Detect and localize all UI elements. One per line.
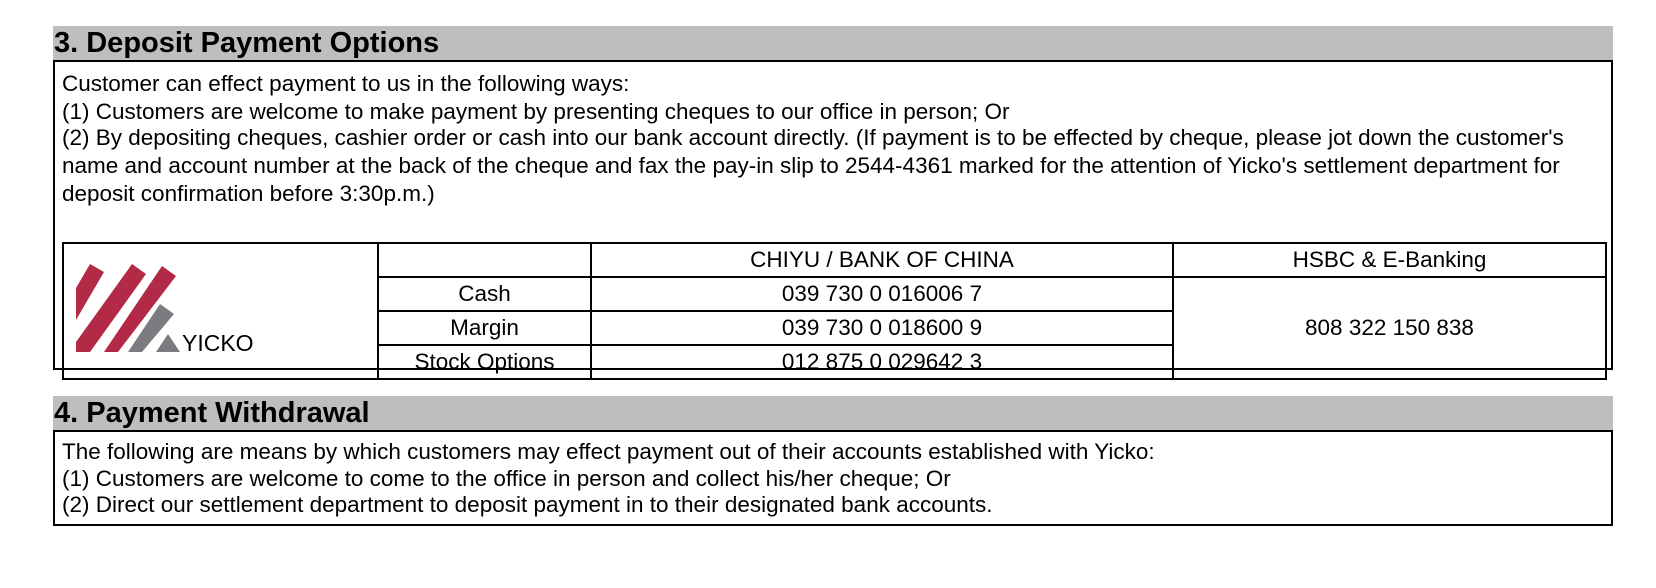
withdrawal-option-1-text: (1) Customers are welcome to come to the office in person and collect his/her cheque; Or xyxy=(62,466,951,491)
yicko-logo-icon xyxy=(76,262,186,352)
cash-chiyu-account: 039 730 0 016006 7 xyxy=(591,277,1173,311)
deposit-section-body xyxy=(53,60,1613,374)
bank-account-table xyxy=(62,242,1607,380)
withdrawal-intro-text: The following are means by which customers may effect payment out of their accounts established with Yicko: xyxy=(62,439,1155,464)
withdrawal-section-body xyxy=(53,430,1613,526)
deposit-section-title: 3. Deposit Payment Options xyxy=(53,26,1613,60)
stock-options-chiyu-account: 012 875 0 029642 3 xyxy=(591,345,1173,379)
row-label-stock-options: Stock Options xyxy=(378,345,591,379)
header-hsbc: HSBC & E-Banking xyxy=(1173,243,1606,277)
yicko-logo-cell xyxy=(63,243,378,379)
margin-chiyu-account: 039 730 0 018600 9 xyxy=(591,311,1173,345)
row-label-cash: Cash xyxy=(378,277,591,311)
deposit-option-2-text: (2) By depositing cheques, cashier order or cash into our bank account directly. (If payment is to be effected by cheque, please jot down the customer's name and account number at the back of the cheque and fax the pay-in slip to 2544-4361 marked for the attention of Yicko's settlement department for deposit confirmation before 3:30p.m.) xyxy=(62,125,1564,206)
hsbc-account: 808 322 150 838 xyxy=(1173,277,1606,379)
yicko-logo-text: YICKO xyxy=(182,330,254,356)
row-label-margin: Margin xyxy=(378,311,591,345)
table-header-row xyxy=(63,243,1606,277)
deposit-option-1-text: (1) Customers are welcome to make payment by presenting cheques to our office in person; Or xyxy=(62,99,1010,124)
withdrawal-option-2-text: (2) Direct our settlement department to deposit payment in to their designated bank accounts. xyxy=(62,492,993,517)
logo-gray-triangle xyxy=(156,334,180,352)
header-blank-cell xyxy=(378,243,591,277)
deposit-intro-text: Customer can effect payment to us in the following ways: xyxy=(62,71,630,96)
withdrawal-section-title: 4. Payment Withdrawal xyxy=(53,396,1613,430)
header-chiyu-boc: CHIYU / BANK OF CHINA xyxy=(591,243,1173,277)
